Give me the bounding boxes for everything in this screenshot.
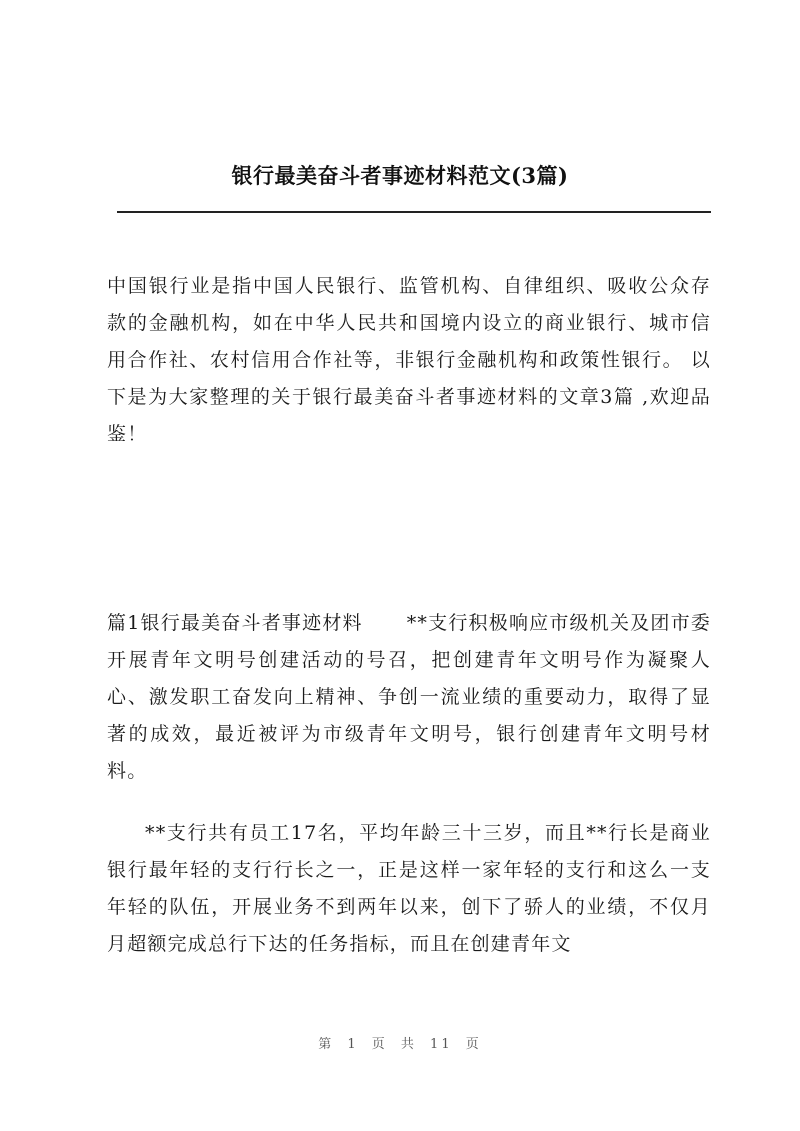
intro-paragraph: 中国银行业是指中国人民银行、监管机构、自律组织、吸收公众存款的金融机构，如在中华人民共和国境内设立的商业银行、城市信用合作社、农村信用合作社等，非银行金融机构和政策性银行。 以下是为大家整理的关于银行最美奋斗者事迹材料的文章3篇 ,欢迎品鉴！	[107, 275, 711, 445]
document-title: 银行最美奋斗者事迹材料范文(3篇)	[231, 163, 569, 188]
section-1-heading: 篇1银行最美奋斗者事迹材料	[107, 612, 363, 634]
section-1-body: **支行积极响应市级机关及团市委开展青年文明号创建活动的号召，把创建青年文明号作为凝聚人心、激发职工奋发向上精神、争创一流业绩的重要动力，取得了显著的成效，最近被评为市级青年文明号，银行创建青年文明号材料。	[107, 612, 711, 782]
page-number-footer: 第 1 页 共 11 页	[318, 1037, 482, 1052]
section-1-paragraph	[107, 605, 711, 790]
section-2-paragraph: **支行共有员工17名，平均年龄三十三岁，而且**行长是商业银行最年轻的支行行长之一，正是这样一家年轻的支行和这么一支年轻的队伍，开展业务不到两年以来，创下了骄人的业绩，不仅月月超额完成总行下达的任务指标，而且在创建青年文	[107, 822, 711, 955]
title-underline	[117, 211, 711, 213]
